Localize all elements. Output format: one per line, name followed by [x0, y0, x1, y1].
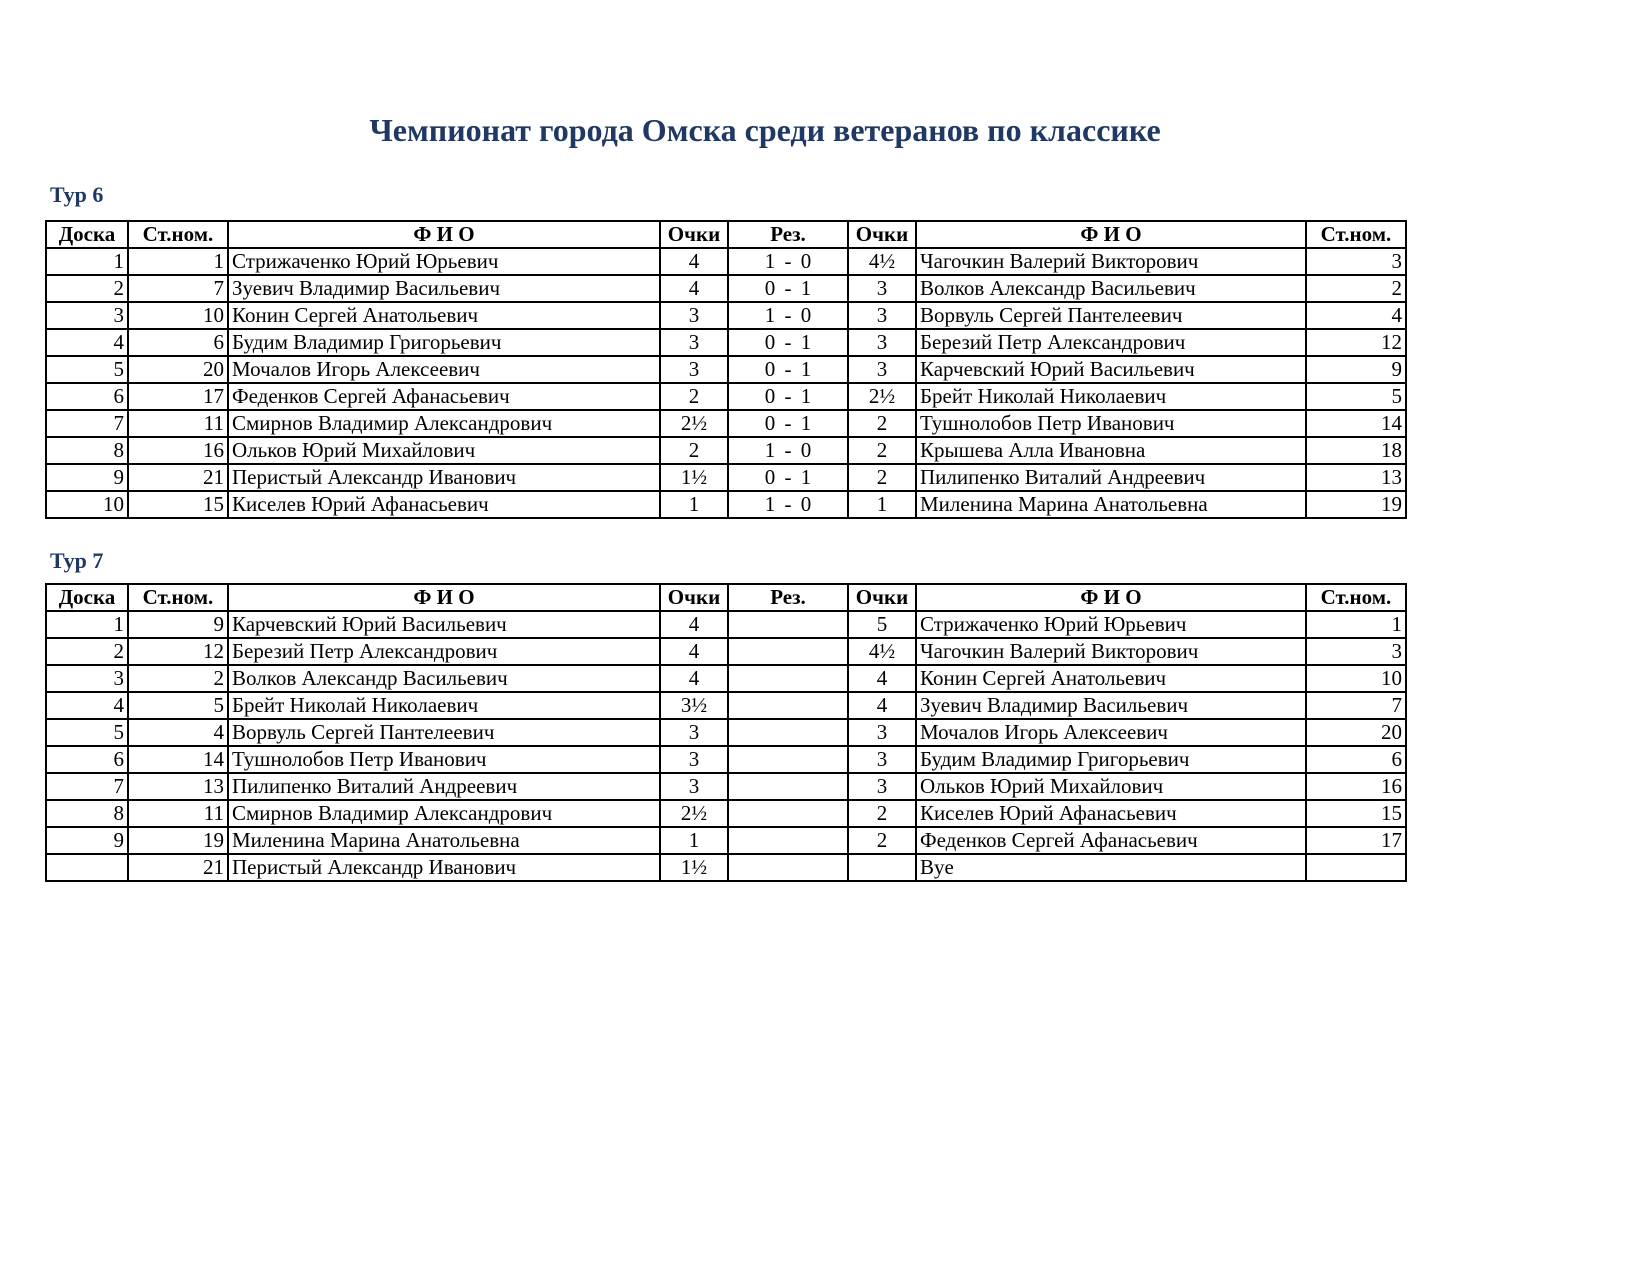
black-points-cell: 3 [848, 302, 916, 329]
white-start-no-cell: 14 [128, 746, 228, 773]
board-cell: 1 [46, 248, 128, 275]
black-name-cell: Bye [916, 854, 1306, 881]
black-points-cell: 3 [848, 773, 916, 800]
white-start-no-cell: 19 [128, 827, 228, 854]
black-start-no-cell: 13 [1306, 464, 1406, 491]
black-name-cell: Стрижаченко Юрий Юрьевич [916, 611, 1306, 638]
result-cell: 0 - 1 [728, 275, 848, 302]
black-name-cell: Березий Петр Александрович [916, 329, 1306, 356]
result-cell: 0 - 1 [728, 410, 848, 437]
page-title: Чемпионат города Омска среди ветеранов по классике [369, 112, 1161, 148]
result-cell [728, 665, 848, 692]
black-name-cell: Волков Александр Васильевич [916, 275, 1306, 302]
white-points-cell: 2½ [660, 800, 728, 827]
white-name-cell: Тушнолобов Петр Иванович [228, 746, 660, 773]
black-name-cell: Ольков Юрий Михайлович [916, 773, 1306, 800]
white-start-no-cell: 17 [128, 383, 228, 410]
white-name-cell: Перистый Александр Иванович [228, 854, 660, 881]
white-name-cell: Брейт Николай Николаевич [228, 692, 660, 719]
board-cell: 8 [46, 800, 128, 827]
col-header-board: Доска [46, 584, 128, 611]
black-points-cell: 2 [848, 464, 916, 491]
white-points-cell: 1 [660, 827, 728, 854]
black-name-cell: Мочалов Игорь Алексеевич [916, 719, 1306, 746]
result-cell: 1 - 0 [728, 302, 848, 329]
board-cell: 1 [46, 611, 128, 638]
black-points-cell: 2 [848, 410, 916, 437]
white-points-cell: 4 [660, 611, 728, 638]
result-cell: 0 - 1 [728, 383, 848, 410]
black-points-cell: 2 [848, 437, 916, 464]
white-start-no-cell: 7 [128, 275, 228, 302]
black-points-cell: 4½ [848, 638, 916, 665]
col-header-name: Ф И О [916, 584, 1306, 611]
result-cell: 0 - 1 [728, 356, 848, 383]
black-points-cell: 4 [848, 665, 916, 692]
board-cell: 3 [46, 302, 128, 329]
white-name-cell: Березий Петр Александрович [228, 638, 660, 665]
result-cell [728, 611, 848, 638]
white-name-cell: Конин Сергей Анатольевич [228, 302, 660, 329]
black-start-no-cell: 7 [1306, 692, 1406, 719]
white-points-cell: 4 [660, 665, 728, 692]
round-7-table [45, 583, 1407, 882]
black-start-no-cell: 15 [1306, 800, 1406, 827]
black-start-no-cell: 20 [1306, 719, 1406, 746]
black-start-no-cell: 2 [1306, 275, 1406, 302]
white-points-cell: 2½ [660, 410, 728, 437]
col-header-start-no: Ст.ном. [128, 221, 228, 248]
black-start-no-cell: 3 [1306, 638, 1406, 665]
table-row [46, 491, 1406, 518]
table-header-row [46, 584, 1406, 611]
col-header-name: Ф И О [228, 221, 660, 248]
board-cell: 9 [46, 827, 128, 854]
col-header-points: Очки [848, 221, 916, 248]
black-points-cell: 3 [848, 356, 916, 383]
white-start-no-cell: 5 [128, 692, 228, 719]
table-row [46, 437, 1406, 464]
black-name-cell: Чагочкин Валерий Викторович [916, 638, 1306, 665]
black-start-no-cell: 4 [1306, 302, 1406, 329]
board-cell: 3 [46, 665, 128, 692]
white-points-cell: 3 [660, 773, 728, 800]
black-start-no-cell: 18 [1306, 437, 1406, 464]
white-points-cell: 1 [660, 491, 728, 518]
white-start-no-cell: 11 [128, 410, 228, 437]
black-name-cell: Брейт Николай Николаевич [916, 383, 1306, 410]
result-cell [728, 719, 848, 746]
board-cell: 8 [46, 437, 128, 464]
white-start-no-cell: 10 [128, 302, 228, 329]
white-name-cell: Ворвуль Сергей Пантелеевич [228, 719, 660, 746]
white-points-cell: 3 [660, 302, 728, 329]
white-name-cell: Мочалов Игорь Алексеевич [228, 356, 660, 383]
white-points-cell: 4 [660, 248, 728, 275]
result-cell [728, 827, 848, 854]
black-points-cell: 4 [848, 692, 916, 719]
white-points-cell: 3 [660, 746, 728, 773]
board-cell: 2 [46, 638, 128, 665]
black-name-cell: Миленина Марина Анатольевна [916, 491, 1306, 518]
white-start-no-cell: 1 [128, 248, 228, 275]
black-start-no-cell: 16 [1306, 773, 1406, 800]
black-name-cell: Киселев Юрий Афанасьевич [916, 800, 1306, 827]
board-cell: 6 [46, 746, 128, 773]
white-name-cell: Феденков Сергей Афанасьевич [228, 383, 660, 410]
table-row [46, 800, 1406, 827]
white-start-no-cell: 11 [128, 800, 228, 827]
white-start-no-cell: 16 [128, 437, 228, 464]
result-cell: 1 - 0 [728, 491, 848, 518]
board-cell: 7 [46, 773, 128, 800]
col-header-points: Очки [848, 584, 916, 611]
result-cell [728, 746, 848, 773]
black-name-cell: Феденков Сергей Афанасьевич [916, 827, 1306, 854]
board-cell: 10 [46, 491, 128, 518]
black-name-cell: Крышева Алла Ивановна [916, 437, 1306, 464]
black-start-no-cell: 6 [1306, 746, 1406, 773]
col-header-start-no: Ст.ном. [1306, 221, 1406, 248]
board-cell: 7 [46, 410, 128, 437]
black-points-cell: 2 [848, 827, 916, 854]
black-points-cell: 3 [848, 746, 916, 773]
white-points-cell: 2 [660, 437, 728, 464]
black-name-cell: Тушнолобов Петр Иванович [916, 410, 1306, 437]
result-cell [728, 854, 848, 881]
black-start-no-cell: 10 [1306, 665, 1406, 692]
board-cell: 4 [46, 692, 128, 719]
white-name-cell: Киселев Юрий Афанасьевич [228, 491, 660, 518]
result-cell [728, 692, 848, 719]
black-start-no-cell: 1 [1306, 611, 1406, 638]
black-start-no-cell: 12 [1306, 329, 1406, 356]
black-name-cell: Чагочкин Валерий Викторович [916, 248, 1306, 275]
white-start-no-cell: 20 [128, 356, 228, 383]
white-start-no-cell: 21 [128, 854, 228, 881]
black-name-cell: Карчевский Юрий Васильевич [916, 356, 1306, 383]
white-start-no-cell: 15 [128, 491, 228, 518]
white-start-no-cell: 2 [128, 665, 228, 692]
white-name-cell: Перистый Александр Иванович [228, 464, 660, 491]
result-cell: 1 - 0 [728, 248, 848, 275]
col-header-points: Очки [660, 221, 728, 248]
white-name-cell: Пилипенко Виталий Андреевич [228, 773, 660, 800]
white-name-cell: Стрижаченко Юрий Юрьевич [228, 248, 660, 275]
black-points-cell: 1 [848, 491, 916, 518]
white-start-no-cell: 13 [128, 773, 228, 800]
white-name-cell: Смирнов Владимир Александрович [228, 800, 660, 827]
black-points-cell: 3 [848, 719, 916, 746]
col-header-board: Доска [46, 221, 128, 248]
board-cell: 5 [46, 719, 128, 746]
black-name-cell: Конин Сергей Анатольевич [916, 665, 1306, 692]
black-start-no-cell: 17 [1306, 827, 1406, 854]
round-6-label: Тур 6 [50, 182, 104, 207]
result-cell: 1 - 0 [728, 437, 848, 464]
table-row [46, 248, 1406, 275]
result-cell [728, 773, 848, 800]
table-row [46, 410, 1406, 437]
board-cell [46, 854, 128, 881]
board-cell: 5 [46, 356, 128, 383]
table-header-row [46, 221, 1406, 248]
white-points-cell: 3½ [660, 692, 728, 719]
white-name-cell: Ольков Юрий Михайлович [228, 437, 660, 464]
white-start-no-cell: 9 [128, 611, 228, 638]
white-points-cell: 3 [660, 719, 728, 746]
black-start-no-cell: 19 [1306, 491, 1406, 518]
black-points-cell: 2½ [848, 383, 916, 410]
white-name-cell: Миленина Марина Анатольевна [228, 827, 660, 854]
white-name-cell: Волков Александр Васильевич [228, 665, 660, 692]
white-points-cell: 3 [660, 356, 728, 383]
black-start-no-cell: 14 [1306, 410, 1406, 437]
black-points-cell: 3 [848, 329, 916, 356]
round-7-label: Тур 7 [50, 548, 104, 573]
white-start-no-cell: 4 [128, 719, 228, 746]
white-name-cell: Смирнов Владимир Александрович [228, 410, 660, 437]
board-cell: 4 [46, 329, 128, 356]
table-row [46, 746, 1406, 773]
black-points-cell [848, 854, 916, 881]
table-row [46, 329, 1406, 356]
result-cell [728, 638, 848, 665]
table-row [46, 611, 1406, 638]
board-cell: 2 [46, 275, 128, 302]
black-start-no-cell: 5 [1306, 383, 1406, 410]
table-row [46, 692, 1406, 719]
col-header-name: Ф И О [916, 221, 1306, 248]
black-points-cell: 4½ [848, 248, 916, 275]
board-cell: 9 [46, 464, 128, 491]
table-row [46, 854, 1406, 881]
black-points-cell: 2 [848, 800, 916, 827]
result-cell: 0 - 1 [728, 329, 848, 356]
round-6-table [45, 220, 1407, 519]
table-row [46, 356, 1406, 383]
black-start-no-cell: 3 [1306, 248, 1406, 275]
table-row [46, 719, 1406, 746]
white-points-cell: 3 [660, 329, 728, 356]
black-points-cell: 3 [848, 275, 916, 302]
white-points-cell: 1½ [660, 464, 728, 491]
table-row [46, 383, 1406, 410]
table-row [46, 773, 1406, 800]
white-name-cell: Зуевич Владимир Васильевич [228, 275, 660, 302]
black-start-no-cell [1306, 854, 1406, 881]
table-row [46, 665, 1406, 692]
white-start-no-cell: 21 [128, 464, 228, 491]
black-name-cell: Будим Владимир Григорьевич [916, 746, 1306, 773]
white-points-cell: 1½ [660, 854, 728, 881]
table-row [46, 464, 1406, 491]
col-header-name: Ф И О [228, 584, 660, 611]
col-header-points: Очки [660, 584, 728, 611]
board-cell: 6 [46, 383, 128, 410]
black-start-no-cell: 9 [1306, 356, 1406, 383]
col-header-start-no: Ст.ном. [128, 584, 228, 611]
white-points-cell: 4 [660, 275, 728, 302]
col-header-start-no: Ст.ном. [1306, 584, 1406, 611]
result-cell: 0 - 1 [728, 464, 848, 491]
result-cell [728, 800, 848, 827]
white-start-no-cell: 12 [128, 638, 228, 665]
table-row [46, 275, 1406, 302]
table-row [46, 638, 1406, 665]
black-name-cell: Ворвуль Сергей Пантелеевич [916, 302, 1306, 329]
white-points-cell: 4 [660, 638, 728, 665]
white-name-cell: Будим Владимир Григорьевич [228, 329, 660, 356]
table-row [46, 302, 1406, 329]
col-header-result: Рез. [728, 584, 848, 611]
black-name-cell: Пилипенко Виталий Андреевич [916, 464, 1306, 491]
col-header-result: Рез. [728, 221, 848, 248]
white-start-no-cell: 6 [128, 329, 228, 356]
white-name-cell: Карчевский Юрий Васильевич [228, 611, 660, 638]
black-name-cell: Зуевич Владимир Васильевич [916, 692, 1306, 719]
black-points-cell: 5 [848, 611, 916, 638]
white-points-cell: 2 [660, 383, 728, 410]
table-row [46, 827, 1406, 854]
